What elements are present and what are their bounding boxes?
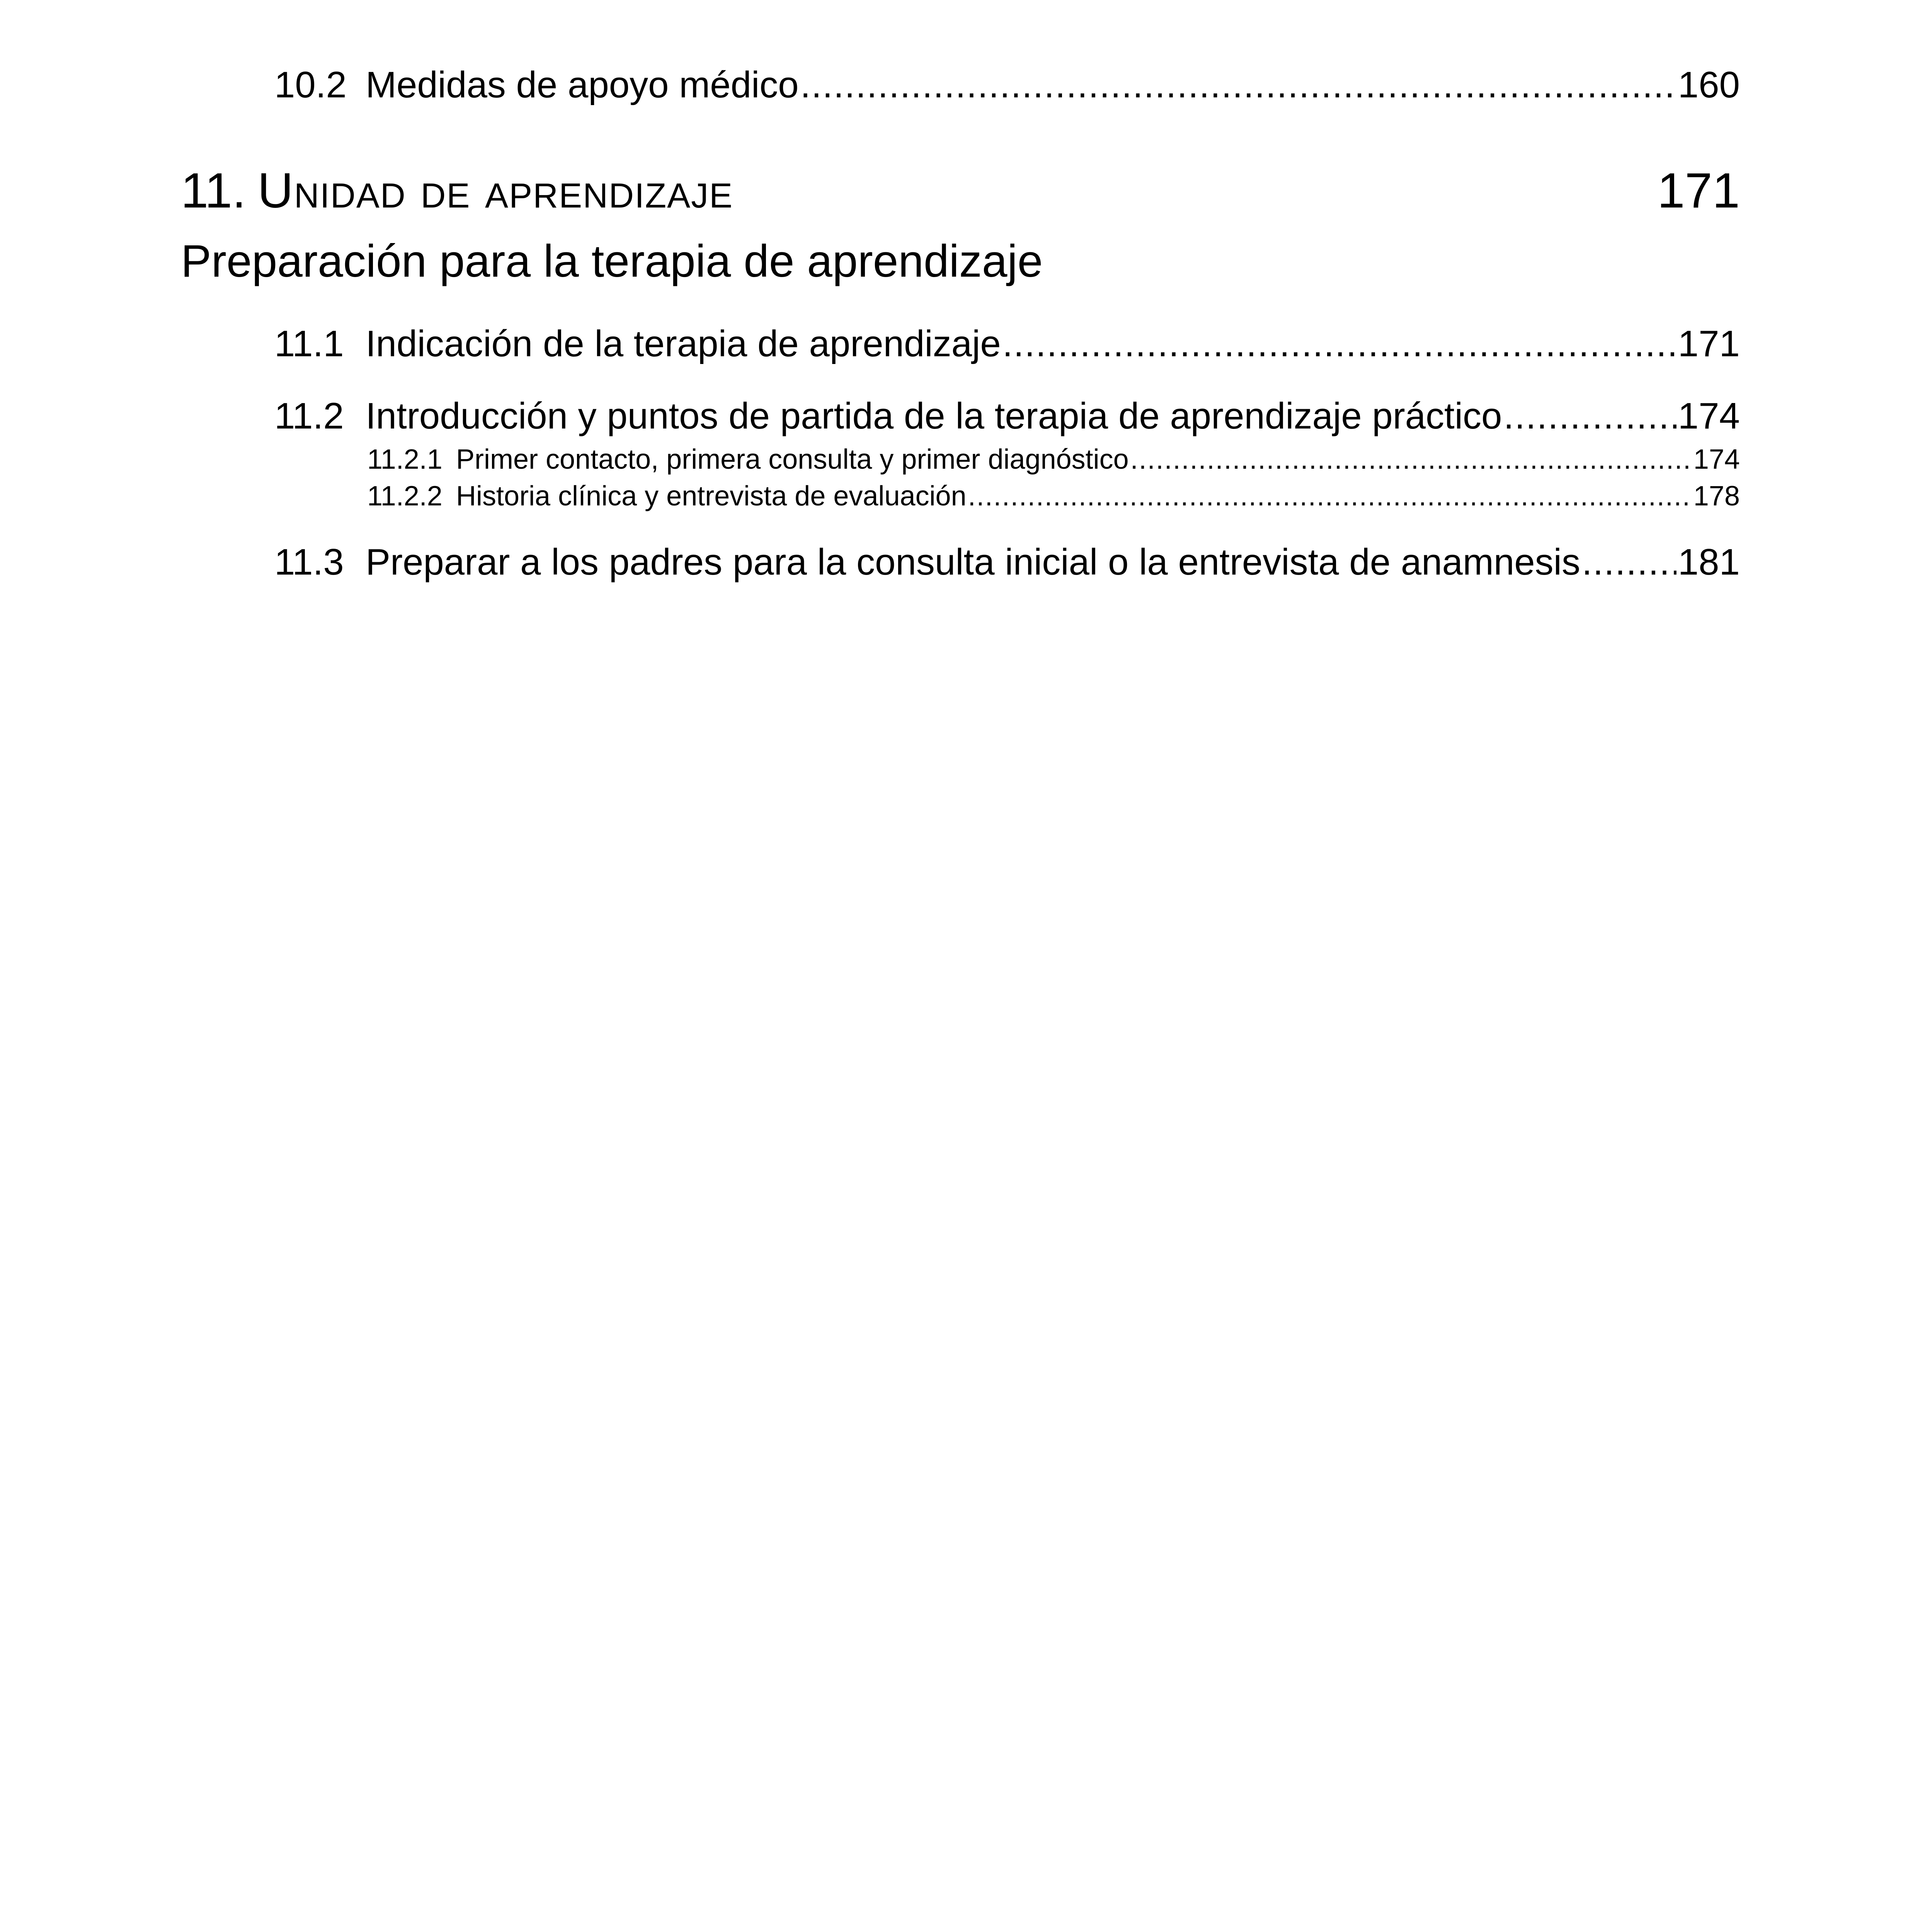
toc-entry-page: 181: [1678, 541, 1740, 583]
chapter-number: 11.: [181, 163, 246, 218]
dot-leader: [1002, 323, 1676, 365]
toc-entry-title: Preparar a los padres para la consulta inicial o la entrevista de anamnesis: [366, 541, 1581, 583]
toc-entry-10-2[interactable]: [274, 64, 1740, 106]
toc-entry-number: 11.1: [274, 323, 344, 364]
chapter-subtitle: Preparación para la terapia de aprendizaje: [181, 236, 1043, 287]
toc-entry-page: 160: [1678, 64, 1740, 105]
toc-entry-title: Medidas de apoyo médico: [366, 64, 799, 105]
chapter-heading[interactable]: [181, 162, 1740, 219]
toc-entry-title: Historia clínica y entrevista de evaluación: [456, 481, 967, 512]
toc-entry-11-2[interactable]: [274, 395, 1740, 437]
dot-leader: [1582, 541, 1676, 583]
dot-leader: [1130, 444, 1692, 475]
chapter-page: 171: [1657, 163, 1740, 218]
toc-entry-11-2-2[interactable]: [367, 480, 1740, 512]
toc-entry-title: Introducción y puntos de partida de la terapia de aprendizaje práctico: [366, 395, 1502, 437]
toc-entry-11-2-1[interactable]: [367, 444, 1740, 475]
toc-entry-page: 174: [1678, 395, 1740, 437]
dot-leader: [800, 64, 1676, 106]
toc-entry-page: 178: [1693, 481, 1740, 512]
toc-entry-11-1[interactable]: [274, 323, 1740, 365]
toc-entry-page: 171: [1678, 323, 1740, 364]
chapter-title: Unidad de aprendizaje: [257, 163, 734, 218]
toc-entry-number: 11.2.2: [367, 481, 442, 512]
toc-entry-number: 11.2: [274, 395, 344, 437]
toc-entry-page: 174: [1693, 444, 1740, 475]
toc-entry-title: Indicación de la terapia de aprendizaje: [366, 323, 1001, 364]
toc-entry-title: Primer contacto, primera consulta y primer diagnóstico: [456, 444, 1129, 475]
toc-entry-number: 11.2.1: [367, 444, 442, 475]
toc-entry-number: 10.2: [274, 64, 347, 105]
toc-entry-11-3[interactable]: [274, 541, 1740, 583]
dot-leader: [1504, 395, 1676, 437]
toc-entry-number: 11.3: [274, 541, 344, 583]
dot-leader: [968, 480, 1692, 512]
